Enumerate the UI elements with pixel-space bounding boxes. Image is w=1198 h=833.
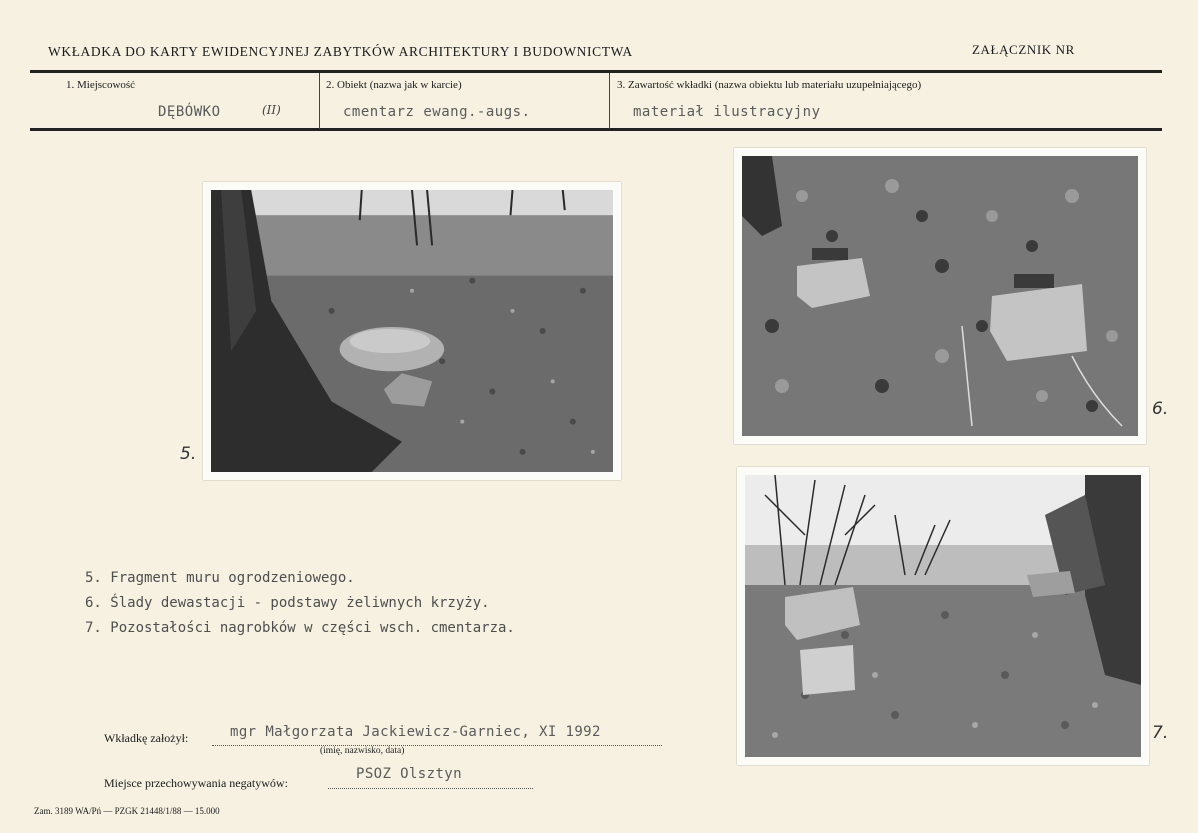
contents-value: materiał ilustracyjny [633,104,821,120]
form-title: WKŁADKA DO KARTY EWIDENCYJNEJ ZABYTKÓW ARCHITEKTURY I BUDOWNICTWA [48,44,633,59]
field-divider [609,73,610,129]
founded-by-value: mgr Małgorzata Jackiewicz-Garniec, XI 1992 [230,724,601,740]
negatives-storage-value: PSOZ Olsztyn [356,766,462,782]
caption-7: 7. Pozostałości nagrobków w części wsch. cmentarza. [85,620,515,636]
print-imprint: Zam. 3189 WA/Pń — PZGK 21448/1/88 — 15.000 [34,806,220,816]
locality-label: 1. Miejscowość [66,79,136,91]
founded-by-hint: (imię, nazwisko, data) [320,746,405,756]
photo-5-image [211,190,613,472]
photo-7-number: 7. [1152,723,1169,743]
locality-note: (II) [262,103,281,117]
header-rule-bottom [30,128,1162,131]
photo-captions [85,566,515,641]
photo-6-image [742,156,1138,436]
photo-6 [734,148,1146,444]
attachment-number-label: ZAŁĄCZNIK NR [972,42,1075,57]
photo-7 [737,467,1149,765]
contents-label: 3. Zawartość wkładki (nazwa obiektu lub materiału uzupełniającego) [617,79,922,91]
header-rule-top [30,70,1162,73]
negatives-storage-line [328,788,533,789]
photo-5 [203,182,621,480]
negatives-storage-label: Miejsce przechowywania negatywów: [104,776,288,790]
photo-7-image [745,475,1141,757]
field-divider [319,73,320,129]
photo-6-number: 6. [1152,399,1169,419]
founded-by-line [212,745,662,746]
caption-6: 6. Ślady dewastacji - podstawy żeliwnych krzyży. [85,595,490,611]
founded-by-label: Wkładkę założył: [104,731,189,745]
object-label: 2. Obiekt (nazwa jak w karcie) [326,79,462,91]
photo-5-number: 5. [180,444,197,464]
object-value: cmentarz ewang.-augs. [343,104,531,120]
locality-value: DĘBÓWKO [158,104,221,120]
caption-5: 5. Fragment muru ogrodzeniowego. [85,570,355,586]
